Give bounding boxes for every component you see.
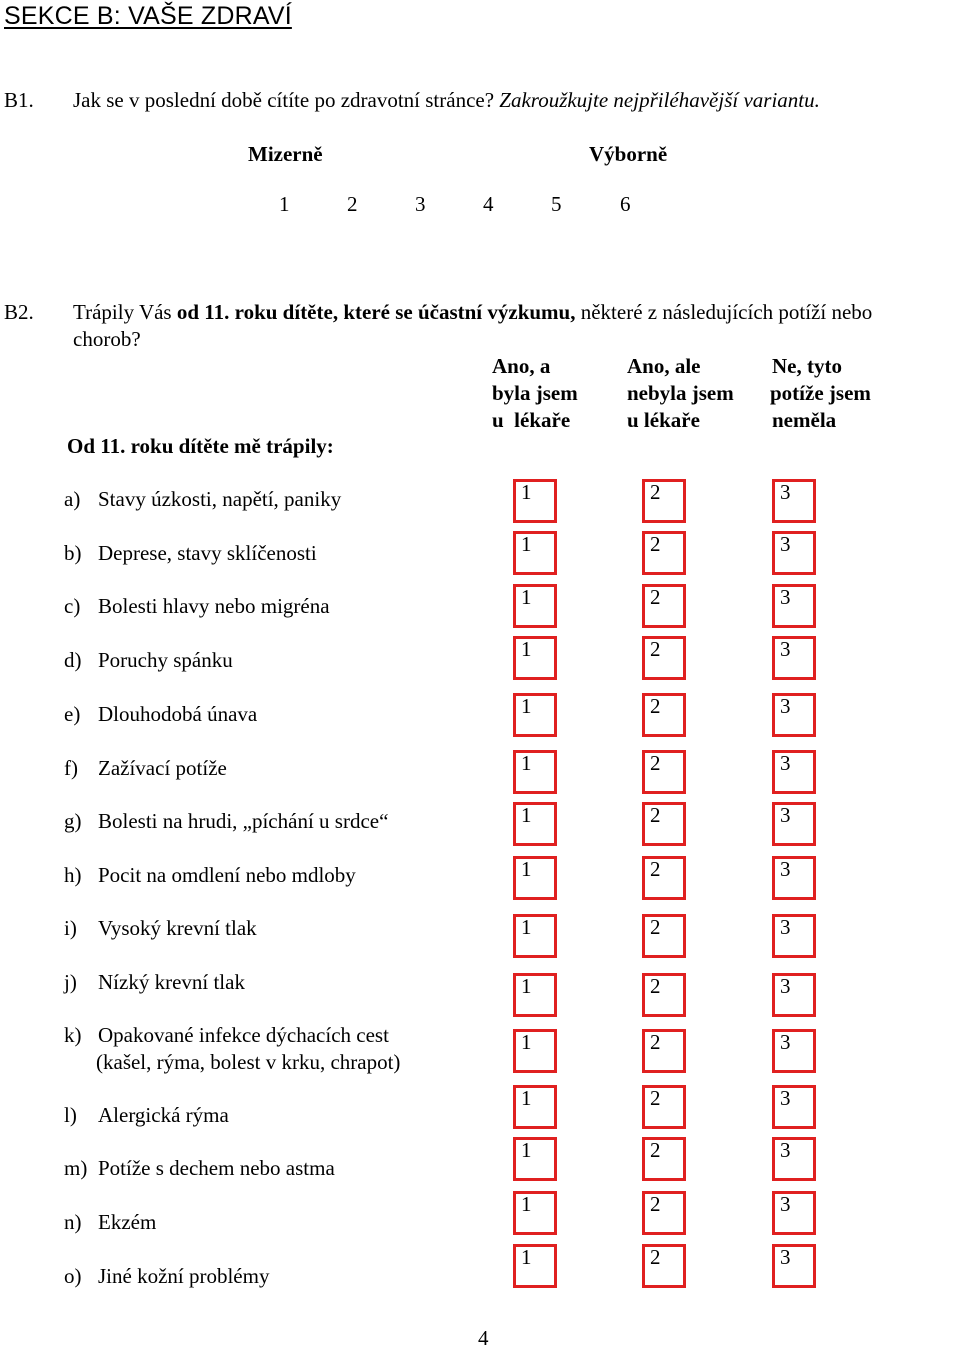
answer-box-option-1[interactable] <box>513 1029 557 1073</box>
item-letter: k) <box>64 1023 82 1047</box>
answer-box-option-3[interactable] <box>772 856 816 900</box>
page-number: 4 <box>478 1326 489 1350</box>
answer-box-option-1[interactable] <box>513 1085 557 1129</box>
scale-high-label: Výborně <box>589 142 668 166</box>
item-text: Ekzém <box>98 1210 157 1234</box>
b1-instruction: Zakroužkujte nejpřiléhavější variantu. <box>499 88 820 112</box>
scale-option-6[interactable]: 6 <box>620 192 631 216</box>
symptom-item-label <box>64 1102 229 1129</box>
answer-box-option-3[interactable] <box>772 531 816 575</box>
answer-box-option-1[interactable] <box>513 802 557 846</box>
answer-box-option-2[interactable] <box>642 531 686 575</box>
answer-value: 1 <box>521 1192 532 1216</box>
answer-value: 3 <box>780 915 791 939</box>
column-header-2-line3: u lékaře <box>627 408 700 432</box>
column-header-3-line1: Ne, tyto <box>772 354 842 378</box>
column-header-2 <box>627 353 734 434</box>
answer-value: 2 <box>650 1138 661 1162</box>
answer-value: 2 <box>650 974 661 998</box>
answer-value: 3 <box>780 1245 791 1269</box>
answer-value: 1 <box>521 803 532 827</box>
item-text: Deprese, stavy sklíčenosti <box>98 541 317 565</box>
answer-box-option-3[interactable] <box>772 636 816 680</box>
answer-value: 3 <box>780 532 791 556</box>
column-header-1 <box>492 353 578 434</box>
item-letter: c) <box>64 594 81 618</box>
symptom-item-label <box>64 1209 156 1236</box>
item-text: Vysoký krevní tlak <box>98 916 257 940</box>
item-letter: h) <box>64 863 82 887</box>
answer-box-option-1[interactable] <box>513 1244 557 1288</box>
item-letter: e) <box>64 702 81 726</box>
answer-value: 3 <box>780 480 791 504</box>
symptom-item-label <box>64 862 356 889</box>
scale-option-4[interactable]: 4 <box>483 192 494 216</box>
b2-question-line2: chorob? <box>73 327 141 351</box>
answer-box-option-3[interactable] <box>772 1137 816 1181</box>
answer-value: 3 <box>780 1086 791 1110</box>
answer-value: 1 <box>521 532 532 556</box>
answer-value: 1 <box>521 480 532 504</box>
answer-box-option-3[interactable] <box>772 750 816 794</box>
answer-box-option-3[interactable] <box>772 584 816 628</box>
answer-value: 1 <box>521 1138 532 1162</box>
answer-value: 3 <box>780 637 791 661</box>
b1-question <box>73 88 820 113</box>
answer-box-option-2[interactable] <box>642 479 686 523</box>
symptom-item-label <box>64 486 341 513</box>
answer-box-option-2[interactable] <box>642 1244 686 1288</box>
symptom-item-label <box>64 969 245 996</box>
answer-box-option-3[interactable] <box>772 914 816 958</box>
answer-box-option-1[interactable] <box>513 856 557 900</box>
item-text: Zažívací potíže <box>98 756 227 780</box>
item-letter: n) <box>64 1210 82 1234</box>
answer-value: 2 <box>650 637 661 661</box>
answer-box-option-1[interactable] <box>513 914 557 958</box>
answer-box-option-1[interactable] <box>513 636 557 680</box>
answer-value: 3 <box>780 585 791 609</box>
column-header-1-line1: Ano, a <box>492 354 551 378</box>
answer-value: 2 <box>650 694 661 718</box>
answer-value: 2 <box>650 857 661 881</box>
item-letter: f) <box>64 756 78 780</box>
answer-value: 1 <box>521 915 532 939</box>
answer-value: 1 <box>521 585 532 609</box>
symptom-item-label <box>64 540 317 567</box>
column-header-3-line3: neměla <box>772 408 837 432</box>
column-header-2-line2: nebyla jsem <box>627 381 734 405</box>
answer-box-option-3[interactable] <box>772 1191 816 1235</box>
item-text: Potíže s dechem nebo astma <box>98 1156 335 1180</box>
b2-question-emphasis: od 11. roku dítěte, které se účastní výzkumu, <box>176 300 576 324</box>
answer-box-option-2[interactable] <box>642 693 686 737</box>
scale-option-3[interactable]: 3 <box>415 192 426 216</box>
symptom-item-label <box>64 647 233 674</box>
scale-low-label: Mizerně <box>248 142 323 166</box>
answer-box-option-1[interactable] <box>513 693 557 737</box>
item-letter: d) <box>64 648 82 672</box>
answer-value: 2 <box>650 532 661 556</box>
column-header-2-line1: Ano, ale <box>627 354 701 378</box>
answer-box-option-2[interactable] <box>642 1085 686 1129</box>
symptom-item-label <box>64 701 257 728</box>
answer-box-option-3[interactable] <box>772 479 816 523</box>
answer-box-option-1[interactable] <box>513 1191 557 1235</box>
answer-box-option-3[interactable] <box>772 1244 816 1288</box>
item-text: Opakované infekce dýchacích cest <box>98 1023 389 1047</box>
answer-box-option-3[interactable] <box>772 1029 816 1073</box>
b2-question-part3: některé z následujících potíží nebo <box>580 300 873 324</box>
symptom-item-label <box>64 915 257 942</box>
scale-option-5[interactable]: 5 <box>551 192 562 216</box>
item-text: Nízký krevní tlak <box>98 970 245 994</box>
answer-value: 2 <box>650 751 661 775</box>
answer-value: 2 <box>650 1030 661 1054</box>
symptom-item-label <box>64 1022 400 1076</box>
item-letter: i) <box>64 916 77 940</box>
column-header-3 <box>770 353 871 434</box>
item-text-continued: (kašel, rýma, bolest v krku, chrapot) <box>96 1050 401 1074</box>
answer-value: 3 <box>780 694 791 718</box>
b2-question <box>73 300 872 325</box>
answer-value: 3 <box>780 1138 791 1162</box>
answer-box-option-2[interactable] <box>642 973 686 1017</box>
answer-value: 2 <box>650 480 661 504</box>
b1-number: B1. <box>4 88 34 112</box>
b2-question-part1: Trápily Vás <box>73 300 172 324</box>
answer-value: 2 <box>650 915 661 939</box>
answer-box-option-2[interactable] <box>642 1191 686 1235</box>
answer-box-option-1[interactable] <box>513 531 557 575</box>
answer-value: 1 <box>521 1245 532 1269</box>
answer-value: 3 <box>780 1030 791 1054</box>
answer-box-option-1[interactable] <box>513 973 557 1017</box>
answer-box-option-2[interactable] <box>642 750 686 794</box>
answer-box-option-2[interactable] <box>642 1137 686 1181</box>
answer-value: 3 <box>780 857 791 881</box>
answer-box-option-2[interactable] <box>642 584 686 628</box>
answer-value: 2 <box>650 1086 661 1110</box>
symptom-item-label <box>64 1263 269 1290</box>
answer-value: 3 <box>780 751 791 775</box>
symptom-item-label <box>64 755 227 782</box>
answer-box-option-1[interactable] <box>513 584 557 628</box>
item-text: Poruchy spánku <box>98 648 233 672</box>
item-letter: a) <box>64 487 81 511</box>
answer-box-option-1[interactable] <box>513 479 557 523</box>
answer-value: 2 <box>650 585 661 609</box>
answer-value: 1 <box>521 974 532 998</box>
item-letter: b) <box>64 541 82 565</box>
column-header-1-line2: byla jsem <box>492 381 578 405</box>
answer-value: 2 <box>650 803 661 827</box>
answer-box-option-3[interactable] <box>772 973 816 1017</box>
scale-option-1[interactable]: 1 <box>279 192 290 216</box>
answer-value: 3 <box>780 1192 791 1216</box>
answer-box-option-1[interactable] <box>513 1137 557 1181</box>
item-letter: m) <box>64 1156 88 1180</box>
answer-value: 1 <box>521 637 532 661</box>
item-text: Jiné kožní problémy <box>98 1264 270 1288</box>
item-text: Pocit na omdlení nebo mdloby <box>98 863 356 887</box>
item-letter: o) <box>64 1264 82 1288</box>
item-text: Alergická rýma <box>98 1103 229 1127</box>
answer-box-option-2[interactable] <box>642 636 686 680</box>
b2-number: B2. <box>4 300 34 324</box>
item-text: Bolesti na hrudi, „píchání u srdce“ <box>98 809 389 833</box>
answer-value: 1 <box>521 751 532 775</box>
item-letter: g) <box>64 809 82 833</box>
answer-value: 2 <box>650 1192 661 1216</box>
scale-option-2[interactable]: 2 <box>347 192 358 216</box>
item-text: Dlouhodobá únava <box>98 702 258 726</box>
answer-box-option-3[interactable] <box>772 1085 816 1129</box>
answer-box-option-1[interactable] <box>513 750 557 794</box>
answer-value: 1 <box>521 1030 532 1054</box>
answer-box-option-3[interactable] <box>772 693 816 737</box>
item-letter: l) <box>64 1103 77 1127</box>
item-text: Bolesti hlavy nebo migréna <box>98 594 330 618</box>
answer-value: 3 <box>780 974 791 998</box>
answer-box-option-2[interactable] <box>642 856 686 900</box>
b2-sub-label: Od 11. roku dítěte mě trápily: <box>67 434 334 458</box>
answer-box-option-2[interactable] <box>642 914 686 958</box>
answer-value: 1 <box>521 1086 532 1110</box>
symptom-item-label <box>64 808 388 835</box>
b1-question-text: Jak se v poslední době cítíte po zdravotní stránce? <box>73 88 495 112</box>
item-letter: j) <box>64 970 77 994</box>
item-text: Stavy úzkosti, napětí, paniky <box>98 487 342 511</box>
symptom-item-label <box>64 1155 335 1182</box>
answer-box-option-2[interactable] <box>642 1029 686 1073</box>
answer-value: 1 <box>521 857 532 881</box>
answer-box-option-2[interactable] <box>642 802 686 846</box>
answer-value: 1 <box>521 694 532 718</box>
symptom-item-label <box>64 593 330 620</box>
answer-value: 2 <box>650 1245 661 1269</box>
column-header-3-line2: potíže jsem <box>770 381 871 405</box>
answer-box-option-3[interactable] <box>772 802 816 846</box>
column-header-1-line3: u lékaře <box>492 408 571 432</box>
section-title: SEKCE B: VAŠE ZDRAVÍ <box>4 2 292 30</box>
answer-value: 3 <box>780 803 791 827</box>
